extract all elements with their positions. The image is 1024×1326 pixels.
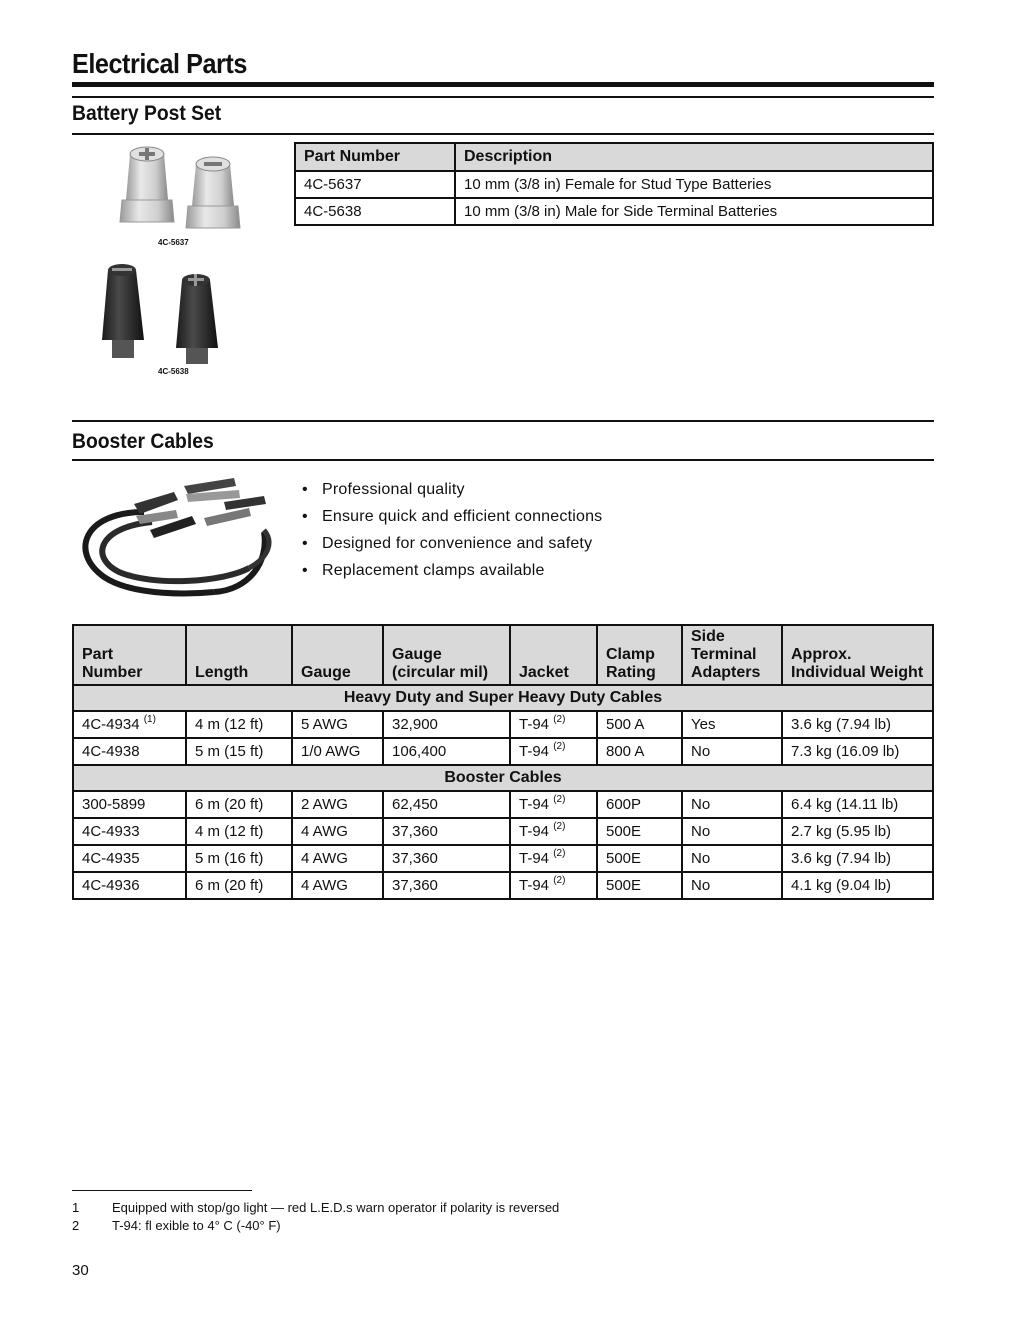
footnote-1 — [72, 1200, 559, 1215]
column-header: Description — [455, 143, 933, 171]
cell-adapters: No — [682, 845, 782, 872]
cell-weight: 7.3 kg (16.09 lb) — [782, 738, 933, 765]
cell-part-number: 4C-4935 — [73, 845, 186, 872]
cell-weight: 2.7 kg (5.95 lb) — [782, 818, 933, 845]
jacket-value: T-94 — [519, 743, 550, 760]
cell-clamp-rating: 500 A — [597, 711, 682, 738]
footnote-rule — [72, 1190, 252, 1191]
part-number: 4C-4934 — [82, 716, 140, 733]
cell-gauge-mil: 62,450 — [383, 791, 510, 818]
group-row — [73, 765, 933, 791]
column-header: Side Terminal Adapters — [682, 625, 782, 685]
battery-post-set-rule — [72, 133, 934, 135]
column-header: Clamp Rating — [597, 625, 682, 685]
cell-jacket — [510, 845, 597, 872]
cell-part-number — [73, 711, 186, 738]
column-header: Jacket — [510, 625, 597, 685]
list-item: • Ensure quick and efficient connections — [300, 503, 602, 530]
cell-clamp-rating: 800 A — [597, 738, 682, 765]
jacket-value: T-94 — [519, 716, 550, 733]
page-title: Electrical Parts — [72, 48, 247, 79]
footnote-2 — [72, 1218, 281, 1233]
cell-gauge: 5 AWG — [292, 711, 383, 738]
cell-length: 4 m (12 ft) — [186, 818, 292, 845]
footnote-ref: (2) — [553, 794, 566, 805]
cell-length: 5 m (15 ft) — [186, 738, 292, 765]
cell-jacket — [510, 791, 597, 818]
cell-clamp-rating: 500E — [597, 818, 682, 845]
cell-jacket — [510, 711, 597, 738]
section-rule-top — [72, 96, 934, 98]
cell-length: 6 m (20 ft) — [186, 791, 292, 818]
footnote-ref: (2) — [553, 875, 566, 886]
list-item: • Professional quality — [300, 476, 602, 503]
table-header-row — [73, 625, 933, 685]
table-row — [73, 872, 933, 899]
cell-adapters: No — [682, 872, 782, 899]
image-label-4c5637: 4C-5637 — [158, 238, 189, 247]
column-header: Gauge (circular mil) — [383, 625, 510, 685]
cell-clamp-rating: 500E — [597, 845, 682, 872]
title-rule — [72, 82, 934, 87]
cell-description: 10 mm (3/8 in) Male for Side Terminal Batteries — [455, 198, 933, 225]
cell-gauge: 4 AWG — [292, 872, 383, 899]
cell-adapters: No — [682, 791, 782, 818]
cell-clamp-rating: 500E — [597, 872, 682, 899]
cell-length: 6 m (20 ft) — [186, 872, 292, 899]
column-header: Gauge — [292, 625, 383, 685]
table-row — [73, 711, 933, 738]
column-header: Length — [186, 625, 292, 685]
battery-post-table — [294, 142, 934, 226]
image-label-4c5638: 4C-5638 — [158, 367, 189, 376]
cell-gauge: 4 AWG — [292, 818, 383, 845]
booster-cables-rule-top — [72, 420, 934, 422]
cell-part-number: 4C-5637 — [295, 171, 455, 198]
footnote-number: 2 — [72, 1218, 80, 1233]
cell-gauge-mil: 37,360 — [383, 872, 510, 899]
battery-post-illustration — [92, 140, 272, 380]
cell-clamp-rating: 600P — [597, 791, 682, 818]
table-header-row — [295, 143, 933, 171]
battery-post-set-heading: Battery Post Set — [72, 102, 222, 125]
cell-part-number: 4C-4933 — [73, 818, 186, 845]
booster-cables-image — [74, 472, 284, 602]
booster-cables-features — [300, 476, 602, 584]
jacket-value: T-94 — [519, 796, 550, 813]
booster-cables-illustration — [74, 472, 284, 602]
booster-cables-rule — [72, 459, 934, 461]
cell-gauge-mil: 106,400 — [383, 738, 510, 765]
column-header: Part Number — [73, 625, 186, 685]
footnote-number: 1 — [72, 1200, 80, 1215]
cell-adapters: No — [682, 738, 782, 765]
cell-length: 4 m (12 ft) — [186, 711, 292, 738]
group-row — [73, 685, 933, 711]
footnote-ref: (2) — [553, 741, 566, 752]
cell-part-number: 4C-4936 — [73, 872, 186, 899]
table-row — [73, 845, 933, 872]
table-row — [295, 198, 933, 225]
table-row — [73, 818, 933, 845]
cell-gauge: 1/0 AWG — [292, 738, 383, 765]
battery-post-image — [92, 140, 272, 380]
column-header: Part Number — [295, 143, 455, 171]
jacket-value: T-94 — [519, 850, 550, 867]
booster-cables-heading: Booster Cables — [72, 430, 214, 453]
cell-gauge-mil: 37,360 — [383, 818, 510, 845]
cell-length: 5 m (16 ft) — [186, 845, 292, 872]
footnote-ref: (2) — [553, 714, 566, 725]
footnote-ref: (2) — [553, 848, 566, 859]
cell-weight: 4.1 kg (9.04 lb) — [782, 872, 933, 899]
cell-part-number: 4C-4938 — [73, 738, 186, 765]
cell-description: 10 mm (3/8 in) Female for Stud Type Batteries — [455, 171, 933, 198]
cell-gauge-mil: 37,360 — [383, 845, 510, 872]
list-item: • Replacement clamps available — [300, 557, 602, 584]
cell-jacket — [510, 818, 597, 845]
cell-jacket — [510, 872, 597, 899]
group-title: Heavy Duty and Super Heavy Duty Cables — [73, 685, 933, 711]
footnote-text: T-94: fl exible to 4° C (-40° F) — [112, 1218, 281, 1233]
table-row — [295, 171, 933, 198]
cell-part-number: 4C-5638 — [295, 198, 455, 225]
column-header: Approx. Individual Weight — [782, 625, 933, 685]
cell-gauge: 4 AWG — [292, 845, 383, 872]
group-title: Booster Cables — [73, 765, 933, 791]
footnote-text: Equipped with stop/go light — red L.E.D.s warn operator if polarity is reversed — [112, 1200, 560, 1215]
cell-jacket — [510, 738, 597, 765]
cell-weight: 3.6 kg (7.94 lb) — [782, 845, 933, 872]
cell-weight: 3.6 kg (7.94 lb) — [782, 711, 933, 738]
footnote-ref: (1) — [143, 714, 156, 725]
cell-adapters: Yes — [682, 711, 782, 738]
jacket-value: T-94 — [519, 877, 550, 894]
jacket-value: T-94 — [519, 823, 550, 840]
table-row — [73, 791, 933, 818]
cell-gauge-mil: 32,900 — [383, 711, 510, 738]
cell-part-number: 300-5899 — [73, 791, 186, 818]
booster-cables-table — [72, 624, 934, 900]
list-item: • Designed for convenience and safety — [300, 530, 602, 557]
page-number: 30 — [72, 1262, 89, 1279]
table-row — [73, 738, 933, 765]
cell-weight: 6.4 kg (14.11 lb) — [782, 791, 933, 818]
cell-adapters: No — [682, 818, 782, 845]
footnote-ref: (2) — [553, 821, 566, 832]
cell-gauge: 2 AWG — [292, 791, 383, 818]
